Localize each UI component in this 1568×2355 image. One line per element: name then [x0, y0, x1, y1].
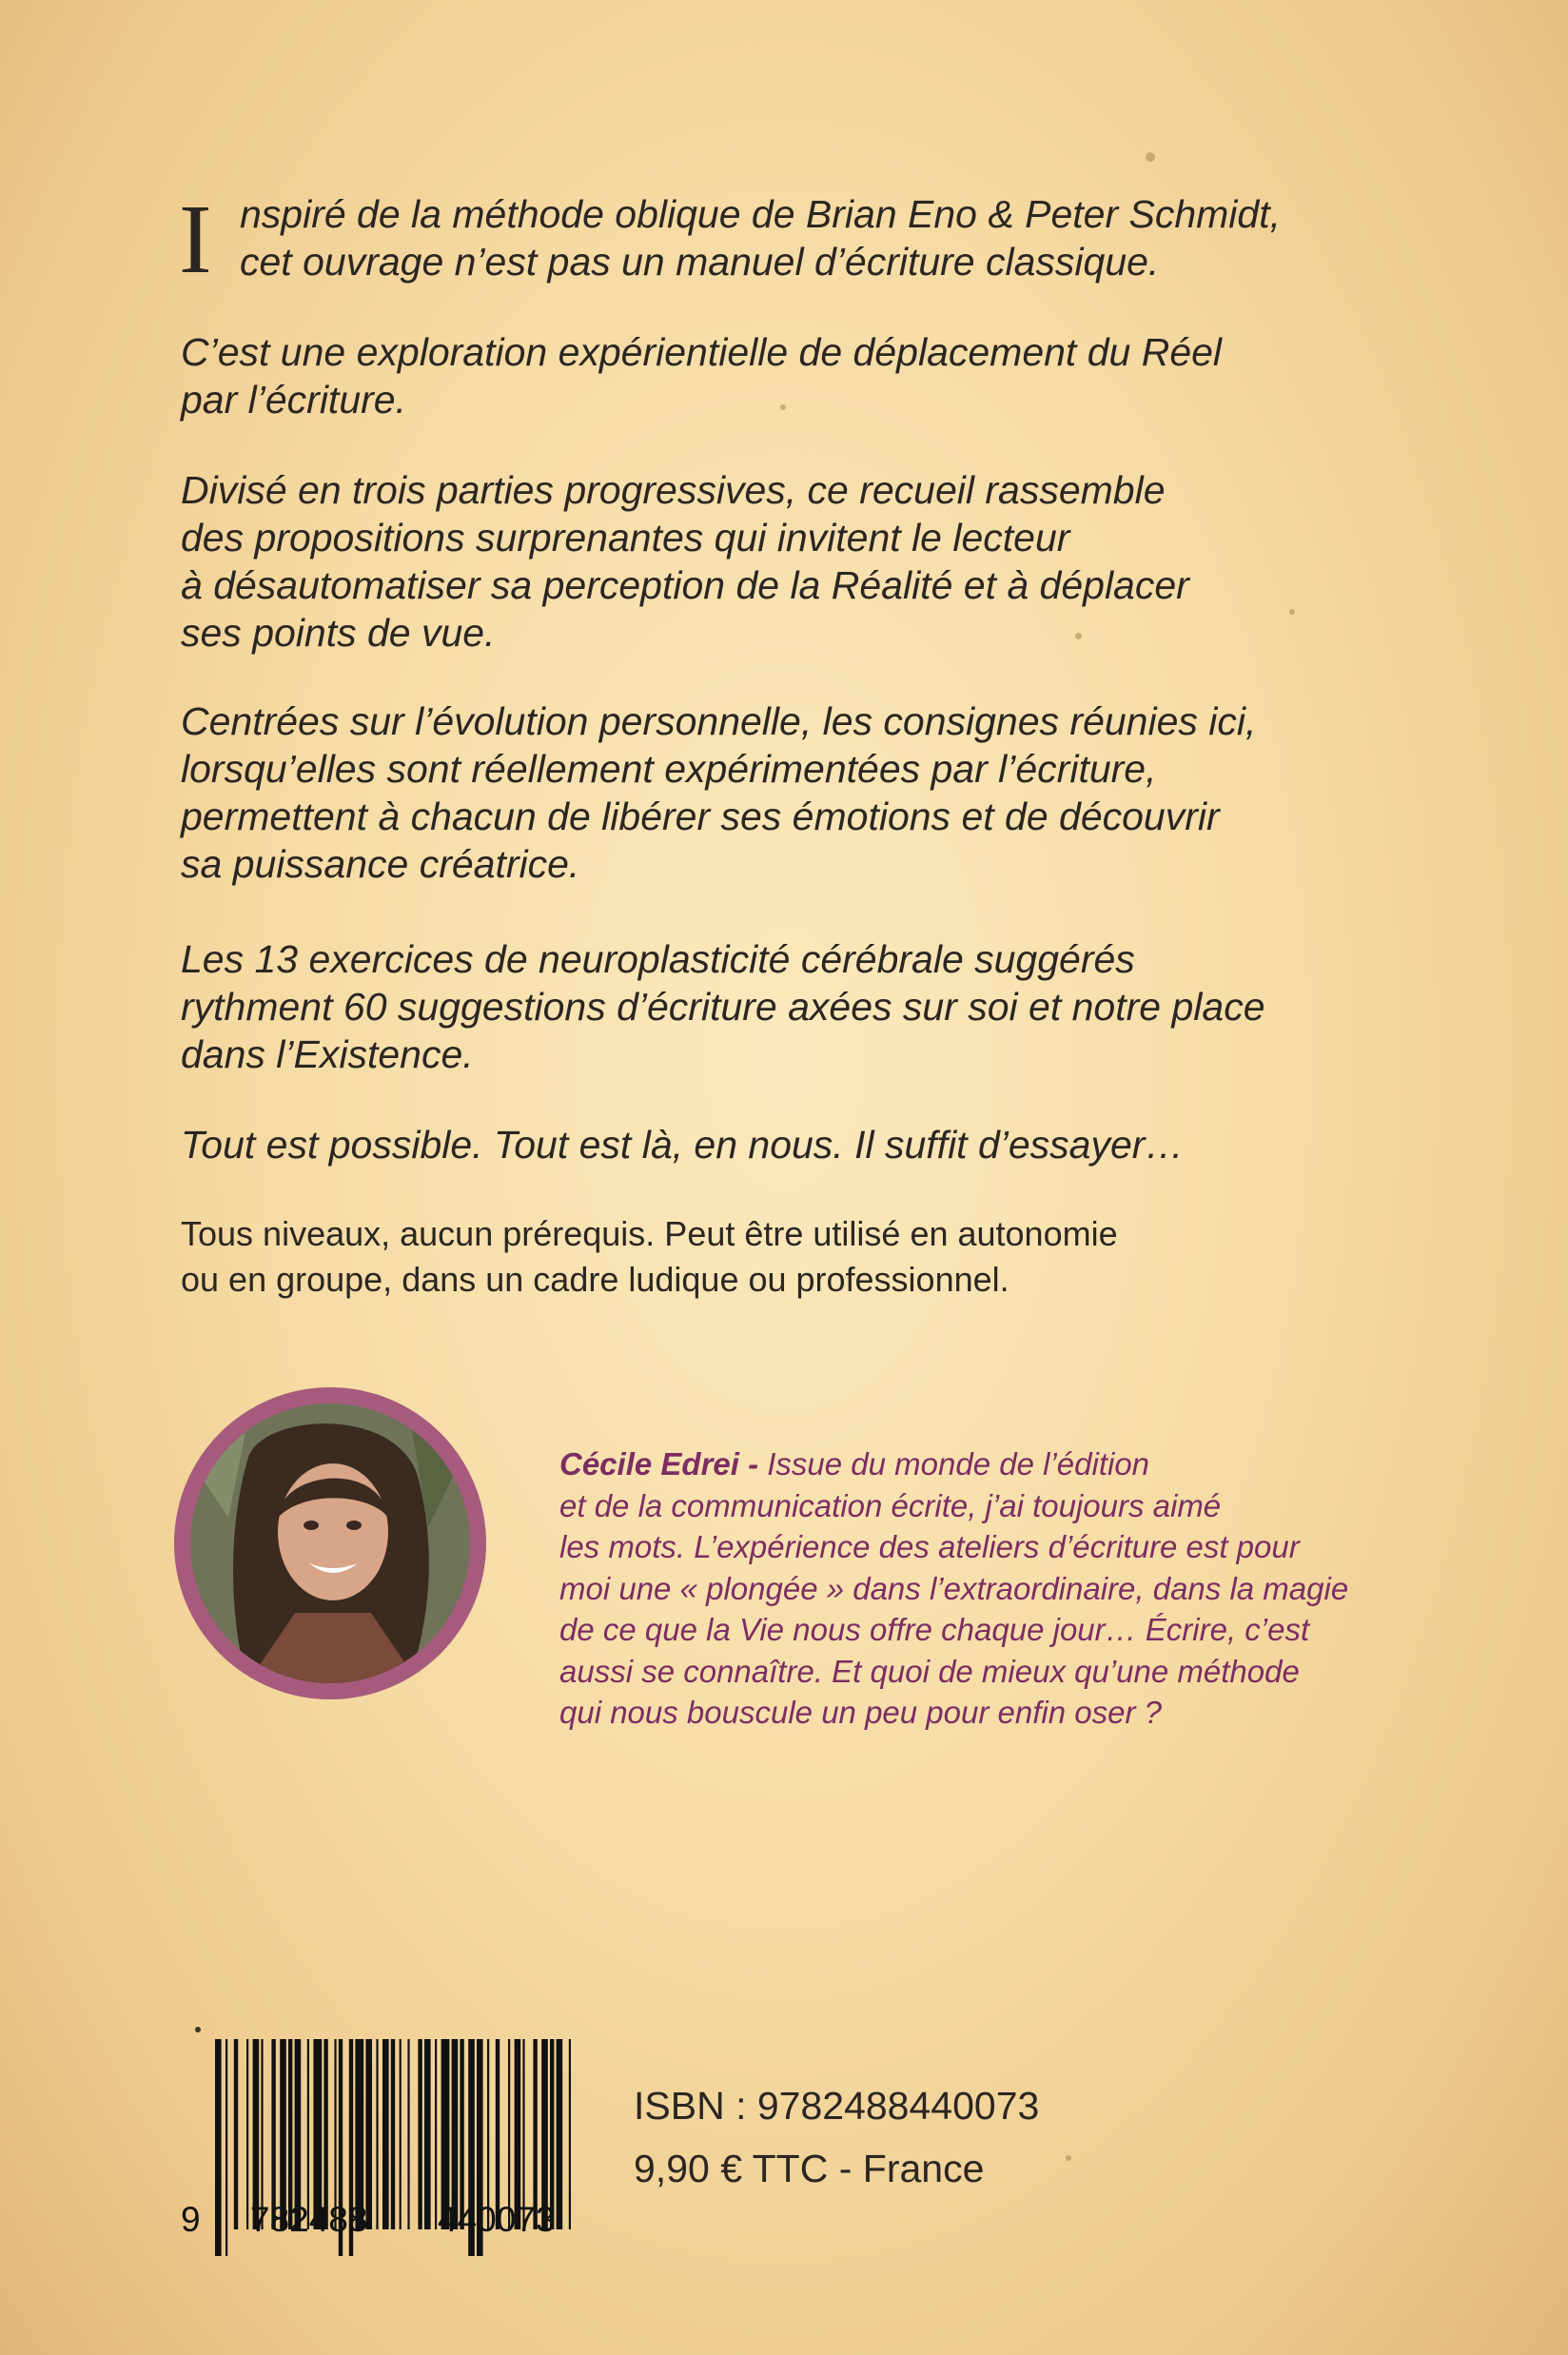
paper-speck: [1146, 152, 1155, 162]
paragraph-possible: Tout est possible. Tout est là, en nous. Il suffit d’essayer…: [181, 1123, 1185, 1167]
paper-speck: [1066, 2155, 1071, 2161]
author-bio-text: Issue du monde de l’édition et de la communication écrite, j’ai toujours aimé les mots. L’expérience des ateliers d’écriture est pour moi une « plongée » dans l’extraordinaire, dans la magie de ce que la Vie nous offre chaque jour… Écrire, c’est aussi se connaître. Et quoi de mieux qu’une méthode qui nous bouscule un peu pour enfin oser ?: [559, 1446, 1349, 1730]
barcode-bar: [557, 2039, 563, 2229]
author-name: Cécile Edrei -: [559, 1446, 759, 1482]
paper-speck: [195, 2027, 201, 2032]
barcode-bar: [391, 2039, 395, 2229]
paragraph-structure: Divisé en trois parties progressives, ce recueil rassemble des propositions surprenantes qui invitent le lecteur à désautomatiser sa perception de la Réalité et à déplacer ses points de vue.: [181, 468, 1189, 655]
barcode-bar: [382, 2039, 389, 2229]
barcode-digits-left: 782488: [250, 2200, 368, 2239]
audience-note: Tous niveaux, aucun prérequis. Peut être utilisé en autonomie ou en groupe, dans un cadre ludique ou professionnel.: [181, 1214, 1118, 1299]
isbn-number: ISBN : 9782488440073: [634, 2084, 1040, 2128]
barcode-digit-first: 9: [181, 2200, 201, 2239]
barcode-bar: [246, 2039, 248, 2229]
barcode-bar: [418, 2039, 421, 2229]
paragraph-exploration: C’est une exploration expérientielle de déplacement du Réel par l’écriture.: [181, 330, 1223, 422]
author-photo: [190, 1403, 470, 1683]
intro-line-1: nspiré de la méthode oblique de Brian Eno & Peter Schmidt,: [240, 192, 1281, 236]
barcode-bar: [424, 2039, 431, 2229]
intro-line-2: cet ouvrage n’est pas un manuel d’écriture classique.: [240, 240, 1160, 284]
price: 9,90 € TTC - France: [634, 2147, 985, 2190]
barcode-bar: [407, 2039, 409, 2229]
drop-cap: I: [179, 185, 212, 294]
barcode-bar: [569, 2039, 571, 2229]
barcode-digits-right: 440073: [438, 2200, 556, 2239]
barcode-bar: [435, 2039, 437, 2229]
barcode-bar: [215, 2039, 222, 2256]
barcode-bar: [225, 2039, 227, 2256]
barcode-bar: [376, 2039, 378, 2229]
paragraph-exercises: Les 13 exercices de neuroplasticité cérébrale suggérés rythment 60 suggestions d’écriture axées sur soi et notre place dans l’Existence.: [181, 937, 1265, 1076]
barcode-bar: [234, 2039, 238, 2229]
paragraph-evolution: Centrées sur l’évolution personnelle, les consignes réunies ici, lorsqu’elles sont réellement expérimentées par l’écriture, permettent à chacun de libérer ses émotions et de découvrir sa puissance créatrice.: [181, 699, 1257, 886]
author-bio: [559, 1443, 1473, 1734]
barcode-bar: [400, 2039, 402, 2229]
